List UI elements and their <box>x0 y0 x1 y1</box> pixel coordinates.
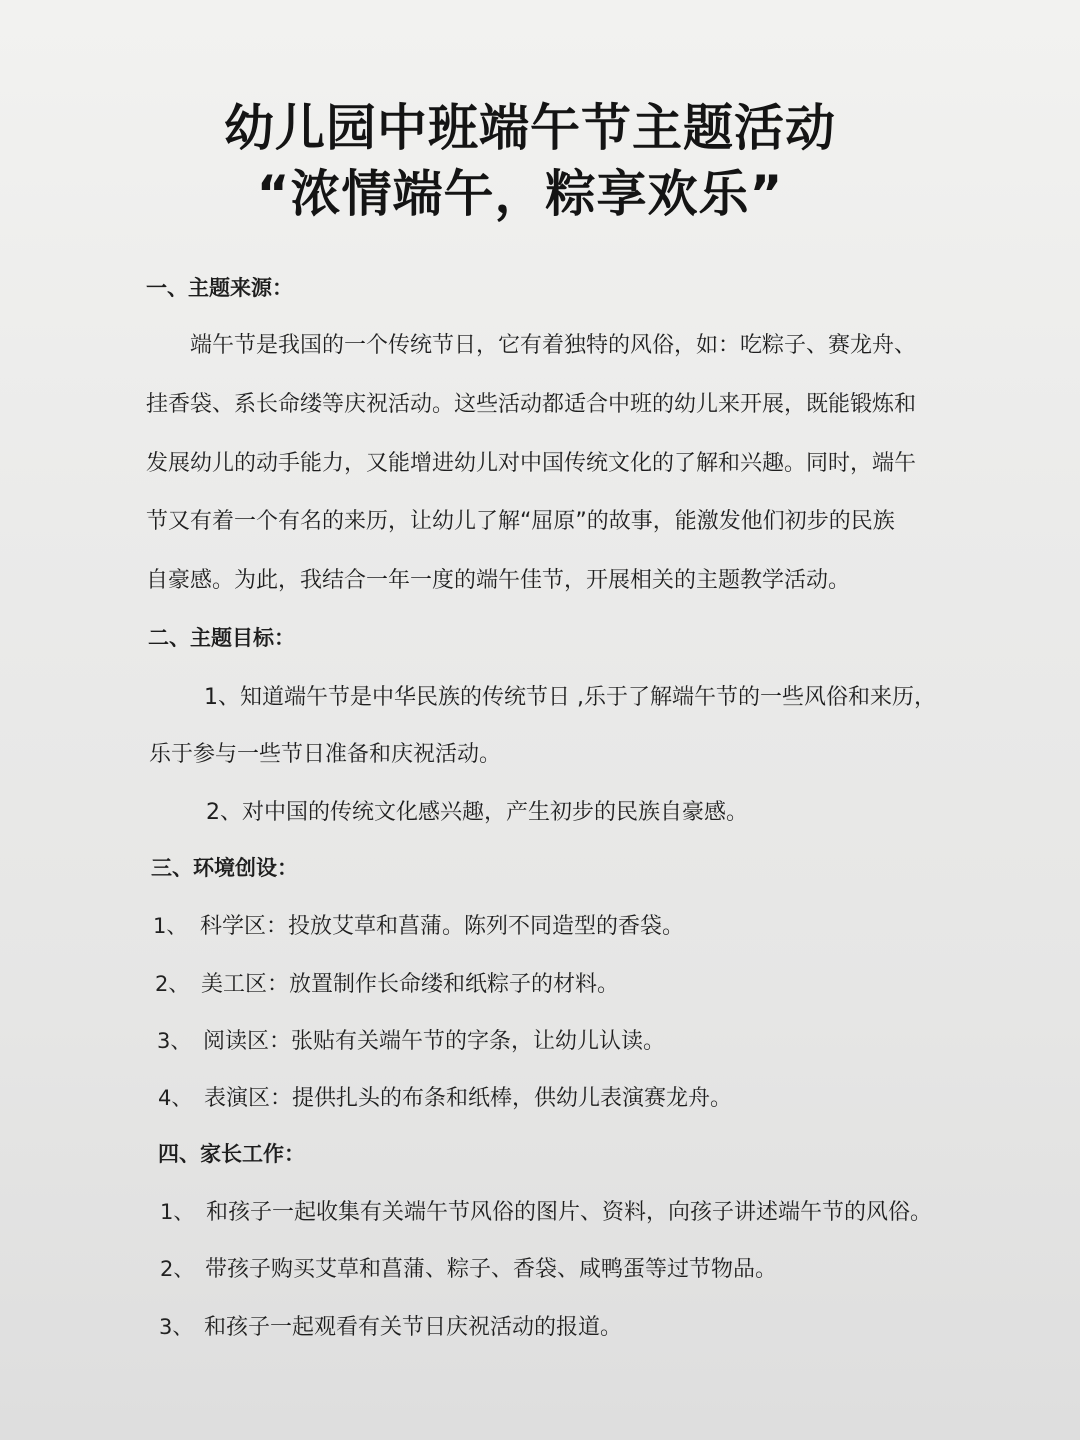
list-number: 2、 <box>160 1257 195 1281</box>
list-item: 阅读区：张贴有关端午节的字条，让幼儿认读。 <box>203 1029 666 1054</box>
list-number: 1、 <box>153 914 188 938</box>
list-number: 2、 <box>155 972 190 996</box>
paragraph-line: 挂香袋、系长命缕等庆祝活动。这些活动都适合中班的幼儿来开展，既能锻炼和 <box>146 392 917 417</box>
list-item: 科学区：投放艾草和菖蒲。陈列不同造型的香袋。 <box>200 914 685 939</box>
paragraph-line: 发展幼儿的动手能力，又能增进幼儿对中国传统文化的了解和兴趣。同时，端午 <box>146 451 917 476</box>
list-item: 表演区：提供扎头的布条和纸棒，供幼儿表演赛龙舟。 <box>204 1086 733 1111</box>
paragraph-line: 节又有着一个有名的来历，让幼儿了解“屈原”的故事，能激发他们初步的民族 <box>146 509 895 534</box>
document-title: 幼儿园中班端午节主题活动 <box>224 99 836 157</box>
section3-heading: 三、环境创设： <box>151 856 298 880</box>
goal-item: 1、知道端午节是中华民族的传统节日 ,乐于了解端午节的一些风俗和来历， <box>204 685 936 710</box>
section1-heading: 一、主题来源： <box>146 276 293 300</box>
list-number: 1、 <box>160 1200 195 1224</box>
paragraph-line: 自豪感。为此，我结合一年一度的端午佳节，开展相关的主题教学活动。 <box>146 568 851 593</box>
section2-heading: 二、主题目标： <box>148 626 295 650</box>
list-number: 3、 <box>157 1029 192 1053</box>
list-item: 和孩子一起收集有关端午节风俗的图片、资料，向孩子讲述端午节的风俗。 <box>206 1200 933 1225</box>
list-item: 带孩子购买艾草和菖蒲、粽子、香袋、咸鸭蛋等过节物品。 <box>205 1257 778 1282</box>
goal-item-continued: 乐于参与一些节日准备和庆祝活动。 <box>149 742 502 767</box>
list-item: 美工区：放置制作长命缕和纸粽子的材料。 <box>201 972 620 997</box>
list-item: 和孩子一起观看有关节日庆祝活动的报道。 <box>204 1315 623 1340</box>
goal-item: 2、对中国的传统文化感兴趣，产生初步的民族自豪感。 <box>206 800 748 825</box>
paragraph-line: 端午节是我国的一个传统节日，它有着独特的风俗，如：吃粽子、赛龙舟、 <box>190 333 917 358</box>
list-number: 4、 <box>158 1086 193 1110</box>
list-number: 3、 <box>159 1315 194 1339</box>
section4-heading: 四、家长工作： <box>158 1142 305 1166</box>
document-subtitle: “浓情端午，粽享欢乐” <box>256 165 784 223</box>
